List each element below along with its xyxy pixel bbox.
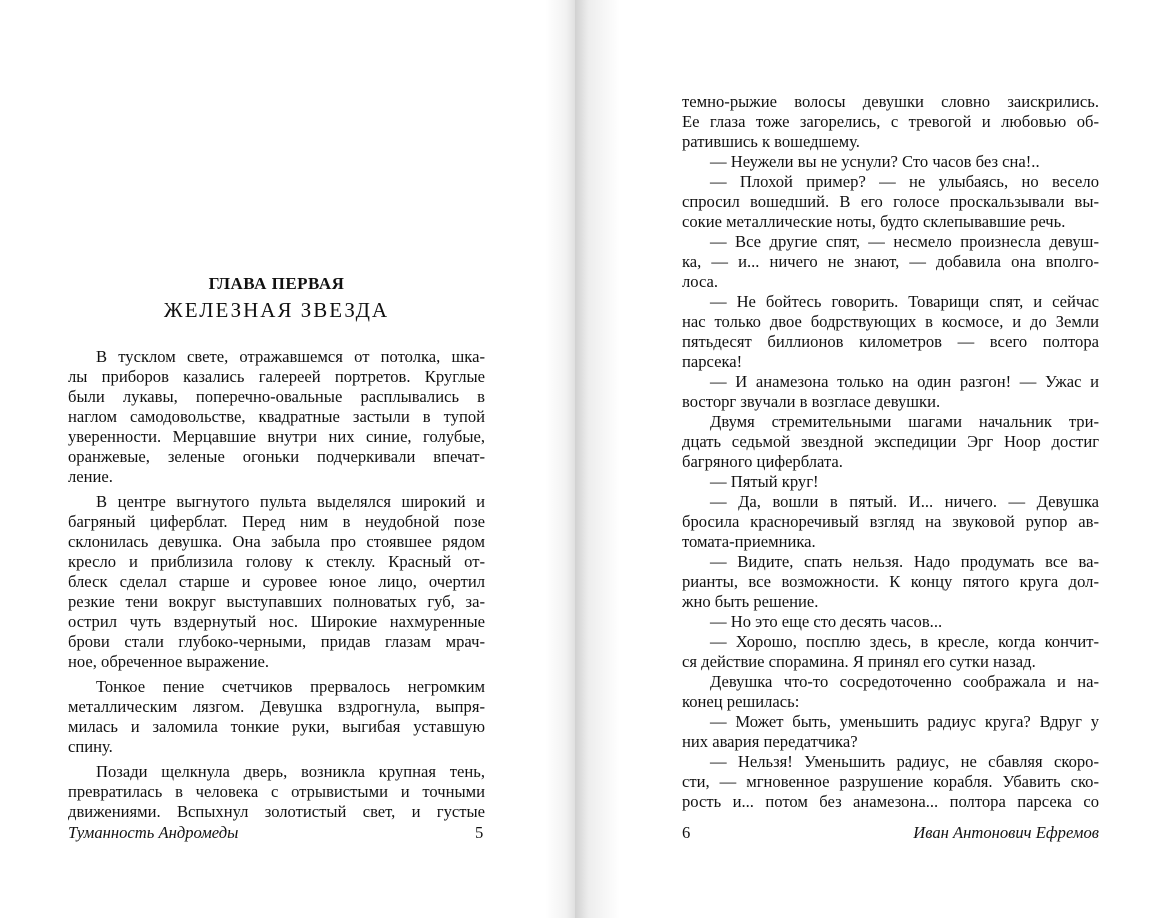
text-line: ся действие спорамина. Я принял его сутки назад. (682, 652, 1036, 671)
text-line: склонилась девушка. Она забыла про стоявшее рядом (68, 532, 485, 551)
text-line: конец решилась: (682, 692, 800, 711)
text-line: — Но это еще сто десять часов... (710, 612, 943, 631)
text-line: лоса. (682, 272, 719, 291)
right-gutter-shadow (575, 0, 620, 918)
text-line: темно-рыжие волосы девушки словно заискрились. (682, 92, 1099, 111)
text-line: Двумя стремительными шагами начальник три- (710, 412, 1099, 431)
text-line: — Неужели вы не уснули? Сто часов без сна!.. (710, 152, 1040, 171)
text-line: ка, — и... ничего не знают, — добавила она вполго- (682, 252, 1099, 271)
text-line: — И анамезона только на один разгон! — Ужас и (710, 372, 1099, 391)
text-line: рианты, все возможности. К концу пятого круга дол- (682, 572, 1099, 591)
text-line: наглом самодовольстве, квадратные застыли в тупой (68, 407, 485, 426)
text-line: сти, — мгновенное разрушение корабля. Убавить ско- (682, 772, 1099, 791)
text-line: спину. (68, 737, 113, 756)
text-line: — Хорошо, посплю здесь, в кресле, когда кончит- (710, 632, 1099, 651)
text-line: — Нельзя! Уменьшить радиус, не сбавляя скоро- (710, 752, 1099, 771)
text-line: Тонкое пение счетчиков прервалось негромким (96, 677, 485, 696)
left-page-number: 5 (475, 823, 484, 842)
text-line: — Может быть, уменьшить радиус круга? Вдруг у (710, 712, 1099, 731)
text-line: сокие металлические ноты, будто склепывавшие речь. (682, 212, 1066, 231)
text-line: металлическим лязгом. Девушка вздрогнула, выпря- (68, 697, 485, 716)
right-page-text (682, 92, 1099, 812)
text-line: бросила красноречивый взгляд на звуковой рупор ав- (682, 512, 1099, 531)
text-line: спросил вошедший. В его голосе проскальзывали вы- (682, 192, 1099, 211)
text-line: багряного циферблата. (682, 452, 843, 471)
text-line: В центре выгнутого пульта выделялся широкий и (96, 492, 485, 511)
text-line: томата-приемника. (682, 532, 816, 551)
right-page (575, 0, 1163, 918)
text-line: нас только двое бодрствующих в космосе, и до Земли (682, 312, 1099, 331)
text-line: лы приборов казались галереей портретов. Круглые (68, 367, 485, 386)
text-line: них авария передатчика? (682, 732, 858, 751)
chapter-heading (68, 272, 485, 324)
text-line: жно быть решение. (682, 592, 819, 611)
text-line: движениями. Вспыхнул золотистый свет, и густые (68, 802, 485, 821)
text-line: уверенности. Мерцавшие внутри них синие, голубые, (68, 427, 485, 446)
text-line: — Да, вошли в пятый. И... ничего. — Девушка (710, 492, 1099, 511)
text-line: рость и... потом без анамезона... полтора парсека со (682, 792, 1099, 811)
right-running-footer-title: Иван Антонович Ефремов (913, 823, 1099, 842)
text-line: милась и заломила тонкие руки, выгибая уставшую (68, 717, 485, 736)
text-line: резкие тени вокруг выступавших полноватых губ, за- (68, 592, 485, 611)
text-line: ление. (68, 467, 113, 486)
text-line: ратившись к вошедшему. (682, 132, 860, 151)
text-line: — Плохой пример? — не улыбаясь, но весело (710, 172, 1099, 191)
text-line: Позади щелкнула дверь, возникла крупная тень, (96, 762, 485, 781)
text-line: — Видите, спать нельзя. Надо продумать все ва- (710, 552, 1099, 571)
text-line: — Не бойтесь говорить. Товарищи спят, и сейчас (710, 292, 1099, 311)
text-line: Ее глаза тоже загорелись, с тревогой и любовью об- (682, 112, 1099, 131)
text-line: парсека! (682, 352, 743, 371)
text-line: острил чуть вздернутый нос. Широкие нахмуренные (68, 612, 485, 631)
text-line: оранжевые, зеленые огоньки подчеркивали впечат- (68, 447, 485, 466)
text-line: были лукавы, поперечно-овальные расплывались в (68, 387, 485, 406)
text-line: Девушка что-то сосредоточенно соображала и на- (710, 672, 1099, 691)
text-line: дцать седьмой звездной экспедиции Эрг Ноор достиг (682, 432, 1099, 451)
text-line: превратилась в человека с отрывистыми и точными (68, 782, 485, 801)
text-line: восторг звучали в возгласе девушки. (682, 392, 941, 411)
text-line: пятьдесят биллионов километров — всего полтора (682, 332, 1099, 351)
right-page-number: 6 (682, 823, 691, 842)
left-gutter-shadow (545, 0, 575, 918)
text-line: В тусклом свете, отражавшемся от потолка, шка- (96, 347, 485, 366)
text-line: — Все другие спят, — несмело произнесла девуш- (710, 232, 1099, 251)
left-page-text (68, 347, 485, 822)
text-line: багряный циферблат. Перед ним в неудобной позе (68, 512, 485, 531)
text-line: брови стали глубоко-черными, придав глазам мрач- (68, 632, 485, 651)
chapter-number: ГЛАВА ПЕРВАЯ (208, 274, 345, 293)
left-running-footer-title: Туманность Андромеды (68, 823, 239, 842)
text-line: — Пятый круг! (710, 472, 819, 491)
text-line: блеск сделал старше и суровее юное лицо, очертил (68, 572, 485, 591)
text-line: кресло и приблизила голову к стеклу. Красный от- (68, 552, 485, 571)
chapter-title: ЖЕЛЕЗНАЯ ЗВЕЗДА (163, 298, 390, 322)
text-line: ное, обреченное выражение. (68, 652, 270, 671)
left-page (0, 0, 575, 918)
